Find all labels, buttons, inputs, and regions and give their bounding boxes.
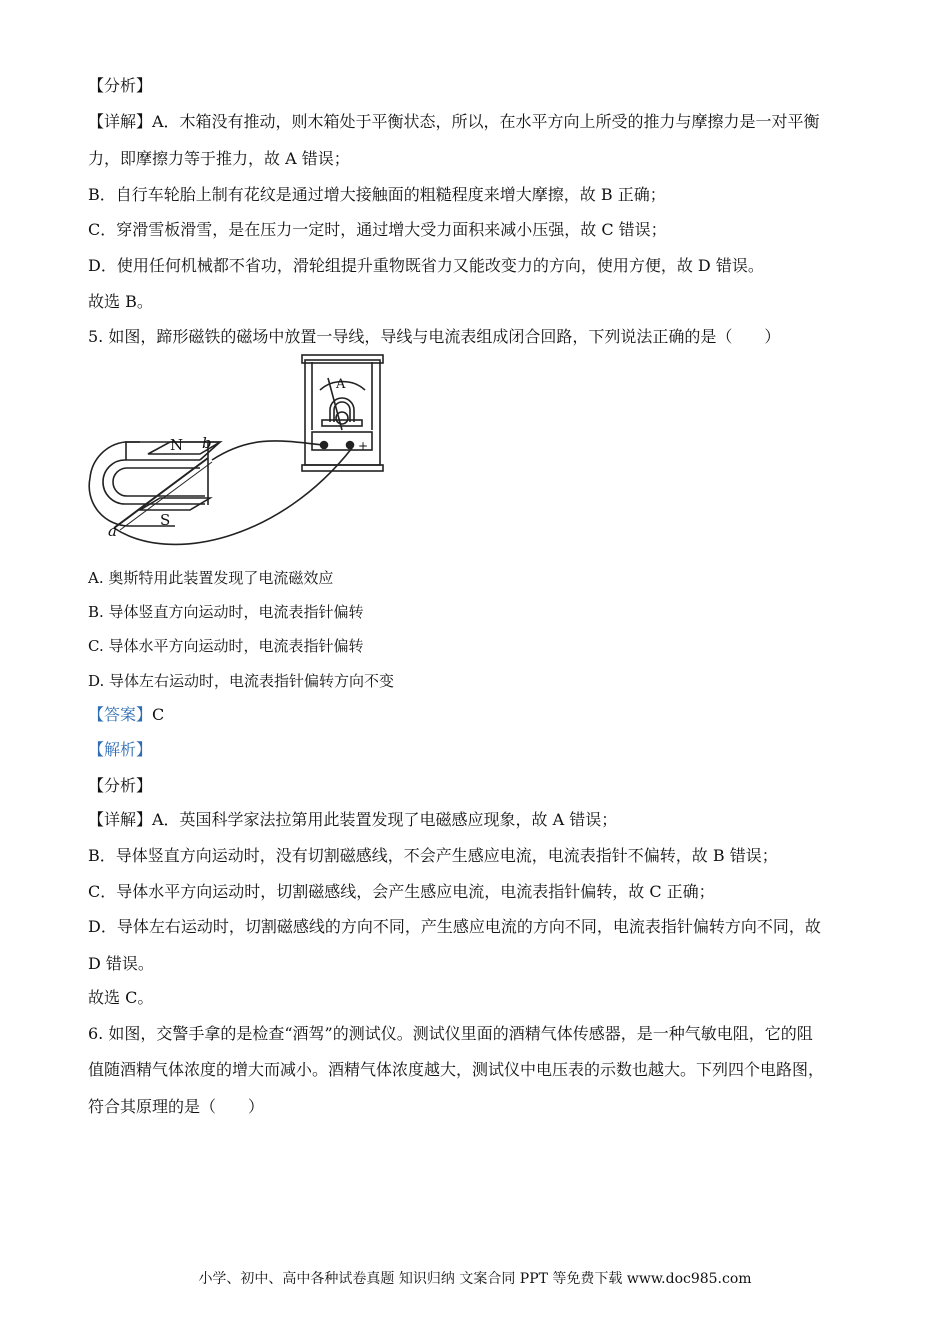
q4-conclusion: 故选 B。: [88, 292, 153, 311]
answer-label: 【答案】: [88, 705, 153, 724]
q5-conclusion: 故选 C。: [88, 988, 154, 1007]
q5-solution-label: 【解析】: [88, 740, 153, 759]
q6-stem-line2: 值随酒精气体浓度的增大而减小。酒精气体浓度越大，测试仪中电压表的示数也越大。下列四个电路图，: [88, 1060, 825, 1079]
magnet-inner: [113, 468, 205, 496]
label-s: S: [160, 511, 171, 529]
q6-stem-line1: 6. 如图，交警手拿的是检查“酒驾”的测试仪。测试仪里面的酒精气体传感器，是一种气敏电阻，它的阻: [88, 1024, 813, 1043]
q4-analysis-label: 【分析】: [88, 76, 153, 95]
q5-option-b: B. 导体竖直方向运动时，电流表指针偏转: [88, 603, 364, 621]
terminal-minus: [321, 442, 328, 449]
q5-analysis-label: 【分析】: [88, 776, 153, 795]
label-a: a: [108, 522, 117, 540]
terminal-plus: [347, 442, 354, 449]
q5-answer: [88, 705, 164, 725]
q6-stem-line3: 符合其原理的是（ ）: [88, 1097, 265, 1116]
q5-figure-magnet-ammeter: [80, 350, 400, 560]
q4-detail-b: B．自行车轮胎上制有花纹是通过增大接触面的粗糙程度来增大摩擦，故 B 正确；: [88, 185, 666, 204]
figure-svg: [80, 350, 400, 560]
q5-option-c: C. 导体水平方向运动时，电流表指针偏转: [88, 637, 364, 655]
answer-value: C: [152, 705, 165, 724]
label-b: b: [202, 434, 212, 452]
q4-detail-a-line2: 力，即摩擦力等于推力，故 A 错误；: [88, 149, 350, 168]
q5-option-d: D. 导体左右运动时，电流表指针偏转方向不变: [88, 672, 395, 690]
label-meter: A: [336, 377, 346, 392]
q4-detail-a-line1: 【详解】A．木箱没有推动，则木箱处于平衡状态，所以，在水平方向上所受的推力与摩擦力是一对平衡: [88, 112, 820, 131]
q5-stem: 5. 如图，蹄形磁铁的磁场中放置一导线，导线与电流表组成闭合回路，下列说法正确的是（ ）: [88, 327, 781, 346]
q5-detail-d-line2: D 错误。: [88, 954, 154, 973]
label-plus: +: [358, 439, 369, 453]
q5-detail-d-line1: D．导体左右运动时，切割磁感线的方向不同，产生感应电流的方向不同，电流表指针偏转方向不同，故: [88, 917, 821, 936]
page-footer: 小学、初中、高中各种试卷真题 知识归纳 文案合同 PPT 等免费下载 www.doc985.com: [198, 1271, 752, 1287]
lead-wire-1: [212, 441, 323, 460]
q5-detail-c: C．导体水平方向运动时，切割磁感线，会产生感应电流，电流表指针偏转，故 C 正确；: [88, 882, 715, 901]
q4-detail-c: C．穿滑雪板滑雪，是在压力一定时，通过增大受力面积来减小压强，故 C 错误；: [88, 220, 667, 239]
q5-detail-b: B．导体竖直方向运动时，没有切割磁感线，不会产生感应电流，电流表指针不偏转，故 B 错误；: [88, 846, 778, 865]
label-n: N: [170, 436, 184, 454]
q5-detail-a: 【详解】A．英国科学家法拉第用此装置发现了电磁感应现象，故 A 错误；: [88, 810, 618, 829]
q4-detail-d: D．使用任何机械都不省功，滑轮组提升重物既省力又能改变力的方向，使用方便，故 D 错误。: [88, 256, 764, 275]
q5-option-a: A. 奥斯特用此装置发现了电流磁效应: [88, 569, 334, 587]
